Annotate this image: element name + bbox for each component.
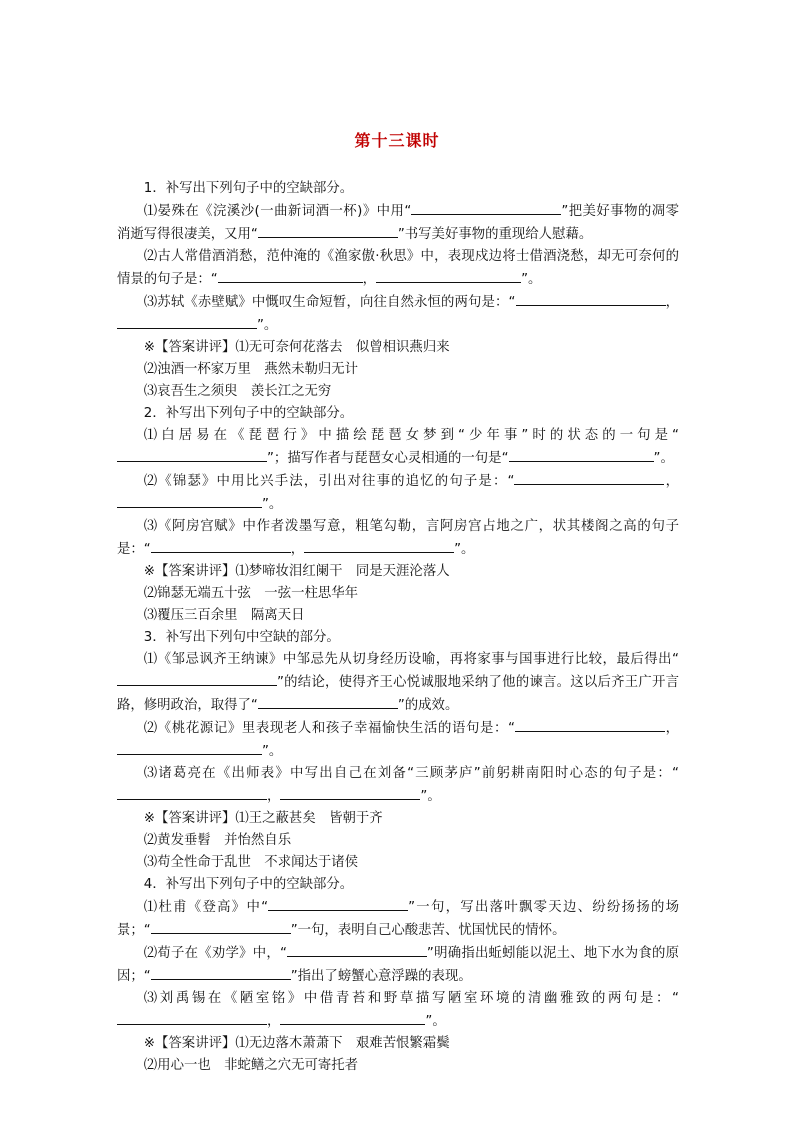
blank-field[interactable] [376,268,521,283]
question-4-part-2: ⑵荀子在《劝学》中，“ ”明确指出蚯蚓能以泥土、地下水为食的原因；“ ”指出了螃蟹心意浮躁的表现。 [117,942,679,988]
blank-field[interactable] [117,314,257,329]
blank-field[interactable] [514,470,664,485]
question-1-part-3: ⑶苏轼《赤壁赋》中慨叹生命短暂，向往自然永恒的两句是：“ ，”。 [117,291,679,337]
answer-4-1: ※【答案讲评】⑴无边落木萧萧下 艰难苦恨繁霜鬓 [143,1036,450,1051]
question-4-part-3: ⑶刘禹锡在《陋室铭》中借青苔和野草描写陋室环境的清幽雅致的两句是：“， ”。 [117,988,679,1033]
question-2-heading: 2．补写出下列句子中的空缺部分。 [143,406,354,421]
answer-1-1: ※【答案讲评】⑴无可奈何花落去 似曾相识燕归来 [143,340,450,355]
blank-field[interactable] [117,493,262,508]
blank-field[interactable] [258,694,398,709]
question-1-part-2: ⑵古人常借酒消愁，范仲淹的《渔家傲·秋思》中，表现戍边将士借酒浇愁，却无可奈何的情景的句子是：“ ， ”。 [117,249,679,287]
blank-field[interactable] [268,896,408,911]
blank-field[interactable] [218,268,363,283]
blank-field[interactable] [151,919,291,934]
question-3-heading: 3．补写出下列句中空缺的部分。 [143,630,340,645]
answer-2-1: ※【答案讲评】⑴梦啼妆泪红阑干 同是天涯沦落人 [143,564,450,579]
blank-field[interactable] [509,447,654,462]
answer-3-2: ⑵黄发垂髫 并怡然自乐 [143,833,292,848]
answer-2-3: ⑶覆压三百余里 隔离天日 [143,608,305,623]
question-3-part-2: ⑵《桃花源记》里表现老人和孩子幸福愉快生活的语句是：“ ，”。 [117,717,679,763]
answer-1-2: ⑵浊酒一杯家万里 燕然未勒归无计 [143,362,359,377]
answer-2-2: ⑵锦瑟无端五十弦 一弦一柱思华年 [143,586,359,601]
blank-field[interactable] [515,717,665,732]
answer-3-3: ⑶苟全性命于乱世 不求闻达于诸侯 [143,855,359,870]
blank-field[interactable] [117,671,277,686]
answer-4-2: ⑵用心一也 非蛇鳝之穴无可寄托者 [143,1058,359,1073]
question-2-part-3: ⑶《阿房宫赋》中作者泼墨写意，粗笔勾勒，言阿房宫占地之广，状其楼阁之高的句子是：“ ， ”。 [117,519,679,557]
question-4-heading: 4．补写出下列句子中的空缺部分。 [143,877,354,892]
blank-field[interactable] [516,291,666,306]
answer-3-1: ※【答案讲评】⑴王之蔽甚矣 皆朝于齐 [143,811,383,826]
blank-field[interactable] [117,785,267,800]
question-1-heading: 1．补写出下列句子中的空缺部分。 [143,181,354,196]
question-3-part-1: ⑴《邹忌讽齐王纳谏》中邹忌先从切身经历设喻，再将家事与国事进行比较，最后得出“”的结论，使得齐王心悦诚服地采纳了他的谏言。这以后齐王广开言路，修明政治，取得了“ ”的成效。 [117,652,679,713]
question-4-part-1: ⑴杜甫《登高》中“ ”一句，写出落叶飘零天边、纷纷扬扬的场景；“ ”一句，表明自己心酸悲苦、忧国忧民的情怀。 [117,896,679,942]
blank-field[interactable] [258,223,398,238]
page-title: 第十三课时 [354,131,440,150]
blank-field[interactable] [287,942,427,957]
blank-field[interactable] [151,965,291,980]
blank-field[interactable] [117,740,262,755]
blank-field[interactable] [411,200,561,215]
question-2-part-2: ⑵《锦瑟》中用比兴手法，引出对往事的追忆的句子是：“ ，”。 [117,470,679,516]
document-body [117,178,679,1077]
blank-field[interactable] [117,1010,267,1025]
question-2-part-1: ⑴白居易在《琵琶行》中描绘琵琶女梦到“少年事”时的状态的一句是“”；描写作者与琵琶女心灵相通的一句是“ ”。 [117,425,679,470]
blank-field[interactable] [280,1010,425,1025]
blank-field[interactable] [304,538,454,553]
blank-field[interactable] [280,785,420,800]
blank-field[interactable] [117,447,267,462]
answer-1-3: ⑶哀吾生之须臾 羡长江之无穷 [143,384,332,399]
question-1-part-1: ⑴晏殊在《浣溪沙(一曲新词酒一杯)》中用“ ”把美好事物的凋零消逝写得很凄美，又用“ ”书写美好事物的重现给人慰藉。 [117,200,679,246]
blank-field[interactable] [151,538,291,553]
question-3-part-3: ⑶诸葛亮在《出师表》中写出自己在刘备“三顾茅庐”前躬耕南阳时心态的句子是：“， ”。 [117,763,679,808]
